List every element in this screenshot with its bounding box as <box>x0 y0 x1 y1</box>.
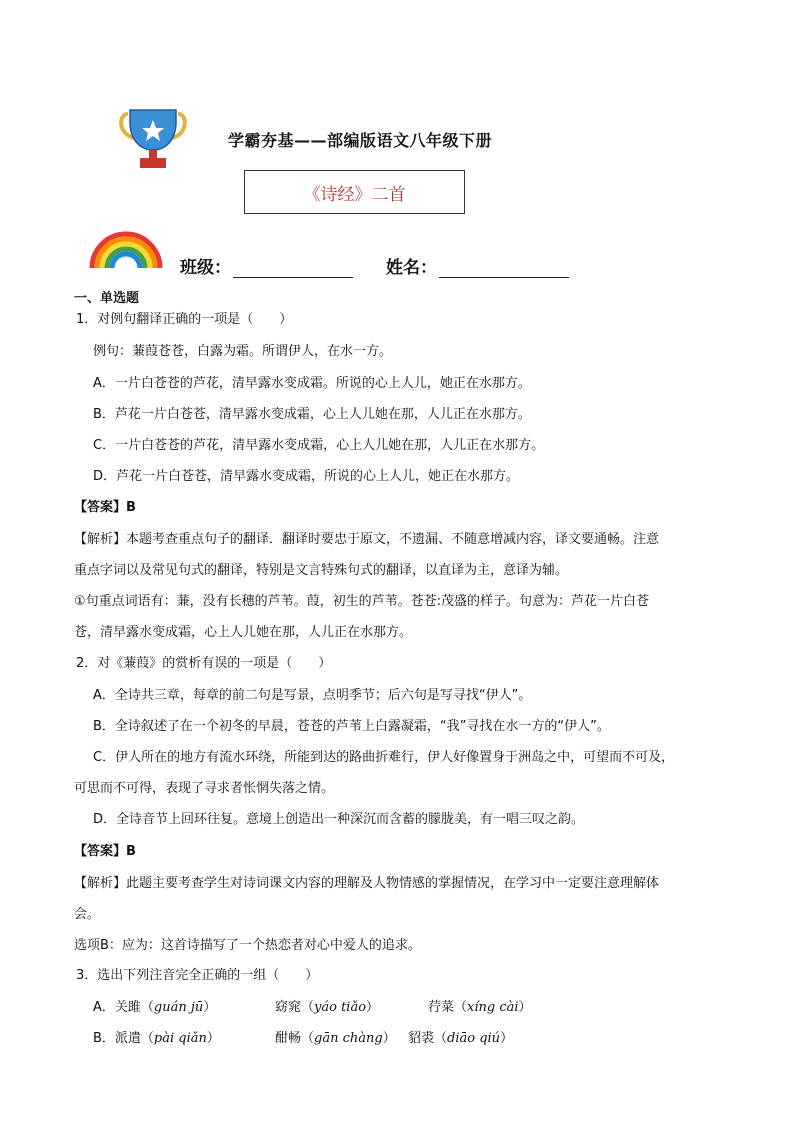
q1-analysis-line: 苍，清早露水变成霜，心上人儿她在那，人儿正在水那方。 <box>74 625 413 640</box>
q3-pinyin: gān chàng <box>314 1031 383 1046</box>
q1-analysis-line: ①句重点词语有：蒹，没有长穗的芦苇。葭，初生的芦苇。苍苍:茂盛的样子。句意为：芦花一片白苍 <box>74 594 650 609</box>
q3-word: 荇菜（ <box>428 1000 468 1015</box>
q1-option-b: B．芦花一片白苍苍，清早露水变成霜，心上人儿她在那，人儿正在水那方。 <box>93 407 531 422</box>
q3-pinyin: guán jū <box>153 1000 204 1015</box>
q3-close-paren: ） <box>366 1000 380 1015</box>
q2-analysis-line: 【解析】此题主要考查学生对诗词课文内容的理解及人物情感的掌握情况，在学习中一定要注意理解体 <box>74 876 660 891</box>
q3-word: B．派遣（ <box>93 1031 154 1046</box>
q2-option-d: D．全诗音节上回环往复。意境上创造出一种深沉而含蓄的朦胧美，有一唱三叹之韵。 <box>93 812 585 827</box>
q2-option-c-cont: 可思而不可得，表现了寻求者怅惘失落之情。 <box>74 781 335 796</box>
q3-close-paren: ） <box>382 1031 396 1046</box>
q3-word: 酣畅（ <box>275 1031 315 1046</box>
q3-option-b-item <box>408 1031 513 1047</box>
q1-option-a: A．一片白苍苍的芦花，清早露水变成霜。所说的心上人儿，她正在水那方。 <box>93 376 531 391</box>
q2-stem: 2．对《蒹葭》的赏析有误的一项是（ ） <box>76 656 332 671</box>
q3-pinyin: pài qiǎn <box>153 1031 207 1046</box>
q3-word: 貂裘（ <box>408 1031 448 1046</box>
name-blank[interactable] <box>439 259 569 278</box>
q3-close-paren: ） <box>203 1000 217 1015</box>
q1-analysis-line: 重点字词以及常见句式的翻译，特别是文言特殊句式的翻译，以直译为主，意译为辅。 <box>74 563 569 578</box>
q2-answer: 【答案】B <box>74 844 136 859</box>
q2-analysis-line: 选项B：应为：这首诗描写了一个热恋者对心中爱人的追求。 <box>74 938 421 953</box>
q2-analysis-line: 会。 <box>74 907 101 922</box>
q3-pinyin: diāo qiú <box>447 1031 501 1046</box>
class-field <box>180 253 353 278</box>
document-title: 学霸夯基——部编版语文八年级下册 <box>228 131 493 150</box>
q3-word: 窈窕（ <box>275 1000 315 1015</box>
q2-option-a: A．全诗共三章，每章的前二句是写景，点明季节；后六句是写寻找“伊人”。 <box>93 688 532 703</box>
q3-close-paren: ） <box>500 1031 514 1046</box>
q1-answer: 【答案】B <box>74 500 136 515</box>
name-label: 姓名： <box>386 258 437 278</box>
rainbow-icon <box>88 226 164 270</box>
q3-option-b-item <box>275 1031 396 1047</box>
q3-option-a-item <box>275 1000 379 1016</box>
trophy-icon <box>118 108 188 170</box>
q3-option-a-item <box>428 1000 532 1016</box>
q3-pinyin: yáo tiǎo <box>314 1000 367 1015</box>
q2-option-c: C．伊人所在的地方有流水环绕，所能到达的路曲折难行，伊人好像置身于洲岛之中，可望而不可及， <box>93 750 675 765</box>
q1-stem: 1．对例句翻译正确的一项是（ ） <box>76 312 293 327</box>
q3-stem: 3．选出下列注音完全正确的一组（ ） <box>76 968 319 983</box>
q3-option-a-item <box>93 1000 216 1016</box>
class-label: 班级： <box>180 258 231 278</box>
q3-word: A．关雎（ <box>93 1000 154 1015</box>
q1-analysis-line: 【解析】本题考查重点句子的翻译．翻译时要忠于原文，不遗漏、不随意增减内容，译文要通畅。注意 <box>74 532 660 547</box>
section-heading: 一、单选题 <box>74 291 140 306</box>
q3-close-paren: ） <box>518 1000 532 1015</box>
name-field <box>386 253 569 278</box>
q1-example: 例句：蒹葭苍苍，白露为霜。所谓伊人，在水一方。 <box>93 344 393 359</box>
q1-option-d: D．芦花一片白苍苍，清早露水变成霜，所说的心上人儿，她正在水那方。 <box>93 469 520 484</box>
lesson-title-box <box>244 170 465 214</box>
q3-close-paren: ） <box>206 1031 220 1046</box>
q2-option-b: B．全诗叙述了在一个初冬的早晨，苍苍的芦苇上白露凝霜，“我”寻找在水一方的“伊人”。 <box>93 719 610 734</box>
class-blank[interactable] <box>233 259 353 278</box>
q1-option-c: C．一片白苍苍的芦花，清早露水变成霜，心上人儿她在那，人儿正在水那方。 <box>93 438 545 453</box>
q3-pinyin: xíng cài <box>467 1000 519 1015</box>
lesson-title: 《诗经》二首 <box>303 184 406 205</box>
q3-option-b-item <box>93 1031 220 1047</box>
